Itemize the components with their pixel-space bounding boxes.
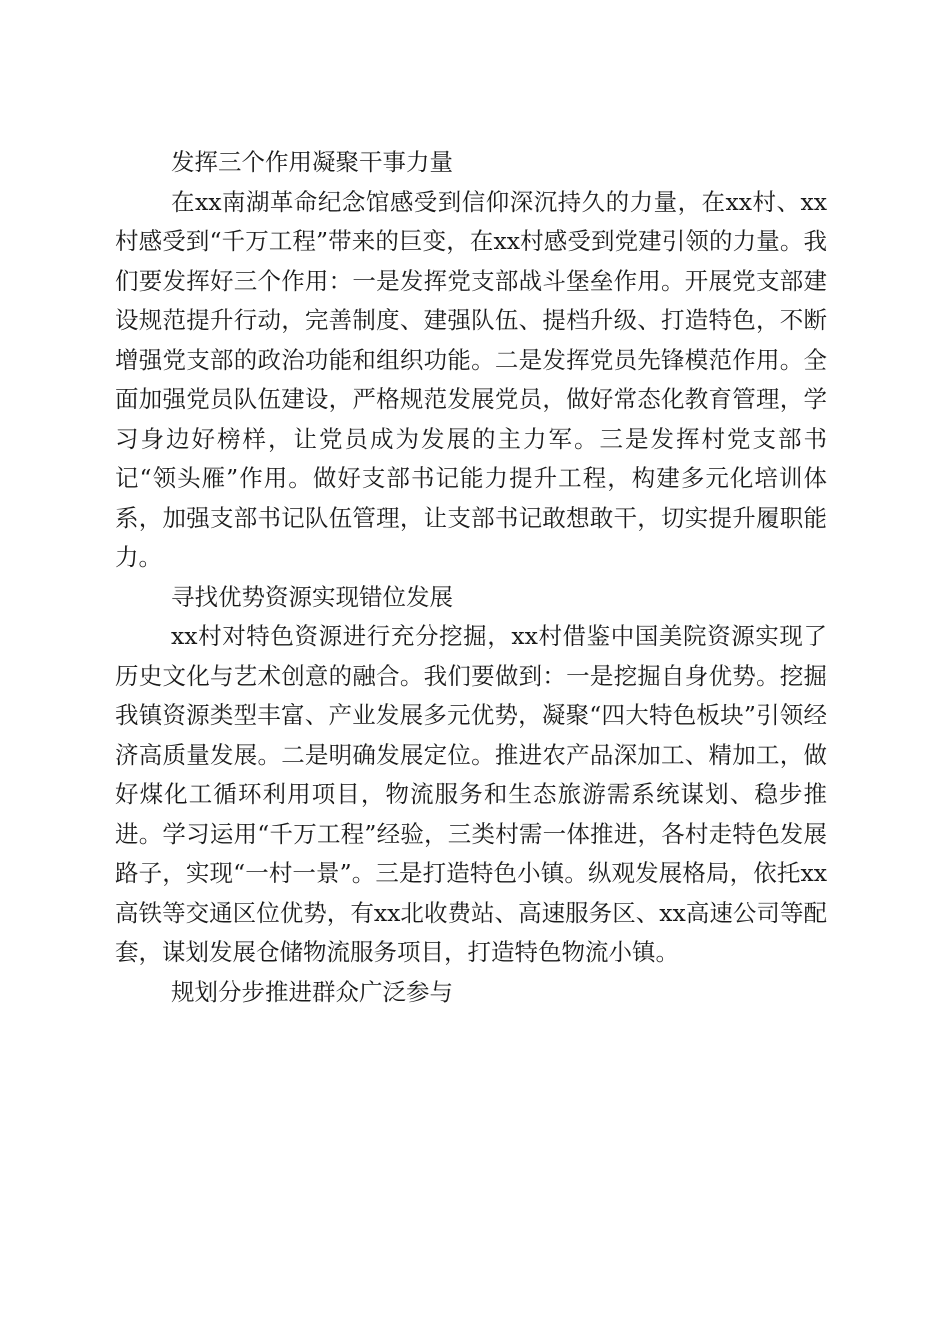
section-paragraph-1: 在xx南湖革命纪念馆感受到信仰深沉持久的力量，在xx村、xx村感受到“千万工程”带来的巨变，在xx村感受到党建引领的力量。我们要发挥好三个作用：一是发挥党支部战斗堡垒作用。开展党支部建设规范提升行动，完善制度、建强队伍、提档升级、打造特色，不断增强党支部的政治功能和组织功能。二是发挥党员先锋模范作用。全面加强党员队伍建设，严格规范发展党员，做好常态化教育管理，学习身边好榜样，让党员成为发展的主力军。三是发挥村党支部书记“领头雁”作用。做好支部书记能力提升工程，构建多元化培训体系，加强支部书记队伍管理，让支部书记敢想敢干，切实提升履职能力。: [115, 187, 827, 571]
section-heading-1: 发挥三个作用凝聚干事力量: [171, 148, 453, 176]
section-paragraph-2: xx村对特色资源进行充分挖掘，xx村借鉴中国美院资源实现了历史文化与艺术创意的融合。我们要做到：一是挖掘自身优势。挖掘我镇资源类型丰富、产业发展多元优势，凝聚“四大特色板块”引领经济高质量发展。二是明确发展定位。推进农产品深加工、精加工，做好煤化工循环利用项目，物流服务和生态旅游需系统谋划、稳步推进。学习运用“千万工程”经验，三类村需一体推进，各村走特色发展路子，实现“一村一景”。三是打造特色小镇。纵观发展格局，依托xx高铁等交通区位优势，有xx北收费站、高速服务区、xx高速公司等配套，谋划发展仓储物流服务项目，打造特色物流小镇。: [115, 622, 827, 966]
section-heading-2: 寻找优势资源实现错位发展: [171, 582, 453, 611]
section-heading-3: 规划分步推进群众广泛参与: [171, 977, 453, 1006]
document-body: [115, 143, 827, 1012]
